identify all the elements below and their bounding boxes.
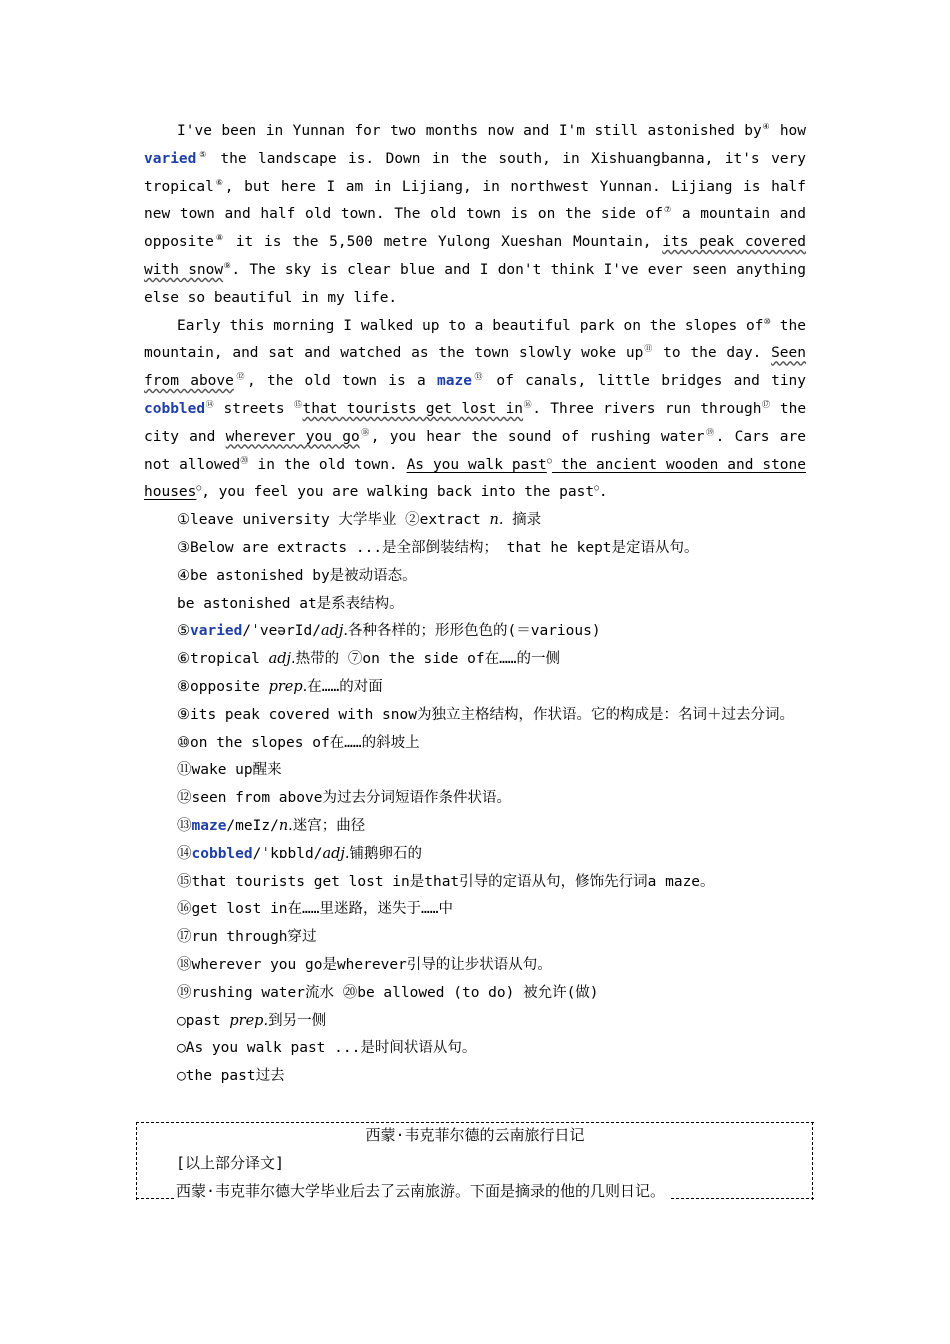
highlighted-phrase: that tourists get lost in	[302, 400, 524, 417]
notes-list	[144, 507, 806, 1091]
highlighted-phrase: wherever you go	[225, 428, 360, 445]
text: , but here I am in Lijiang, in northwest Yunnan. Lijiang is half new town and half old town. The old town is on the side of	[144, 178, 807, 223]
vocab-word: maze	[437, 373, 472, 390]
footnote-marker: ④	[761, 122, 771, 132]
footnote-marker: ⑦	[663, 205, 673, 215]
footnote-marker: ⑳	[240, 455, 249, 465]
text: the landscape is. Down in the south, in Xishuangbanna, it's very tropical	[144, 150, 807, 195]
note-item: ○As you walk past ...是时间状语从句。	[177, 1040, 477, 1057]
text: . The sky is clear blue and I don't think I've ever seen anything else so beautiful in my life.	[144, 261, 806, 306]
note-item: ⑯get lost in在……里迷路，迷失于……中	[177, 901, 453, 918]
footnote-marker: ⑧	[213, 233, 226, 243]
footnote-marker: ⑯	[523, 400, 533, 410]
note-item: ③Below are extracts ...是全部倒装结构； that he kept是定语从句。	[177, 539, 699, 556]
footnote-marker: ⑫	[233, 372, 248, 382]
vocab-word: cobbled	[144, 400, 206, 417]
text: , the old town is a	[247, 373, 438, 390]
text: , you feel you are walking back into the past	[201, 484, 595, 501]
note-item: ⑪wake up醒来	[177, 762, 282, 779]
footnote-marker: ⑲	[704, 427, 716, 437]
footnote-marker: ⑮	[293, 400, 303, 410]
note-item: ⑩on the slopes of在……的斜坡上	[177, 734, 420, 751]
text: in the old town.	[248, 456, 407, 473]
highlighted-phrase: its peak covered with snow	[144, 234, 806, 278]
footnote-marker: ○	[594, 483, 599, 493]
note-item: ○past prep.到另一侧	[177, 1012, 327, 1029]
text: how	[770, 123, 807, 139]
highlighted-phrase: Seen from above	[144, 345, 806, 390]
text: , you hear the sound of rushing water	[370, 428, 705, 445]
text: .	[598, 484, 608, 501]
note-item: ⑭cobbled/ˈkɒbld/adj.铺鹅卵石的	[177, 845, 422, 862]
footnote-marker: ○	[196, 483, 202, 493]
text: it is the 5,500 metre Yulong Xueshan Mountain,	[225, 234, 663, 251]
highlighted-phrase: the ancient wooden and stone houses	[144, 456, 806, 501]
footnote-marker: ⑤	[196, 149, 209, 159]
note-item: ⑮that tourists get lost in是that引导的定语从句，修饰先行词a maze。	[177, 873, 715, 890]
text: the mountain, and sat and watched as the town slowly woke up	[144, 317, 806, 362]
text: Early this morning I walked up to a beautiful park on the slopes of	[177, 317, 764, 334]
box-subheading: [以上部分译文]	[176, 1154, 285, 1172]
text: a mountain and opposite	[144, 206, 806, 251]
footnote-marker: ⑥	[213, 177, 225, 187]
note-item: ⑰run through穿过	[177, 929, 317, 946]
document-body	[144, 118, 806, 1091]
box-title: 西蒙·韦克菲尔德的云南旅行日记	[136, 1124, 814, 1146]
footnote-marker: ⑭	[205, 400, 215, 410]
footnote-marker: ⑰	[761, 400, 771, 410]
footnote-marker: ⑪	[643, 344, 654, 354]
text: to the day.	[653, 345, 772, 362]
translation-box	[136, 1122, 814, 1200]
passage-paragraph-2	[144, 313, 806, 508]
note-item: be astonished at是系表结构。	[177, 595, 404, 612]
note-item: ○the past过去	[177, 1068, 285, 1085]
note-item: ⑫seen from above为过去分词短语作条件状语。	[177, 790, 511, 807]
note-item: ⑧opposite prep.在……的对面	[177, 678, 383, 695]
footnote-marker: ○	[546, 455, 552, 465]
note-item: ①leave university 大学毕业 ②extract n. 摘录	[177, 512, 542, 529]
footnote-marker: ⑨	[223, 261, 232, 271]
note-item: ⑨its peak covered with snow为独立主格结构，作状语。它的构成是：名词＋过去分词。	[177, 706, 794, 723]
text: of canals, little bridges and tiny	[485, 373, 807, 390]
note-item: ⑤varied/ˈveərId/adj.各种各样的；形形色色的(＝various)	[177, 623, 601, 640]
note-item: ⑥tropical adj.热带的 ⑦on the side of在……的一侧	[177, 651, 561, 668]
box-text: 西蒙·韦克菲尔德大学毕业后去了云南旅游。下面是摘录的他的几则日记。	[176, 1180, 669, 1202]
text: streets	[214, 400, 294, 417]
note-item: ⑲rushing water流水 ⑳be allowed (to do) 被允许(做)	[177, 984, 599, 1001]
text: I've been in Yunnan for two months now and I'm still astonished by	[177, 123, 762, 139]
note-item: ⑱wherever you go是wherever引导的让步状语从句。	[177, 956, 552, 973]
note-item: ④be astonished by是被动语态。	[177, 567, 417, 584]
footnote-marker: ⑬	[471, 372, 486, 382]
passage-paragraph-1	[144, 118, 806, 313]
text: the city and	[144, 400, 807, 445]
footnote-marker: ⑩	[763, 316, 771, 326]
footnote-marker: ⑱	[359, 427, 371, 437]
vocab-word: varied	[144, 150, 197, 167]
highlighted-phrase: As you walk past	[406, 456, 547, 473]
text: . Cars are not allowed	[144, 428, 806, 473]
note-item: ⑬maze/meIz/n.迷宫；曲径	[177, 817, 366, 834]
text: . Three rivers run through	[532, 400, 762, 417]
